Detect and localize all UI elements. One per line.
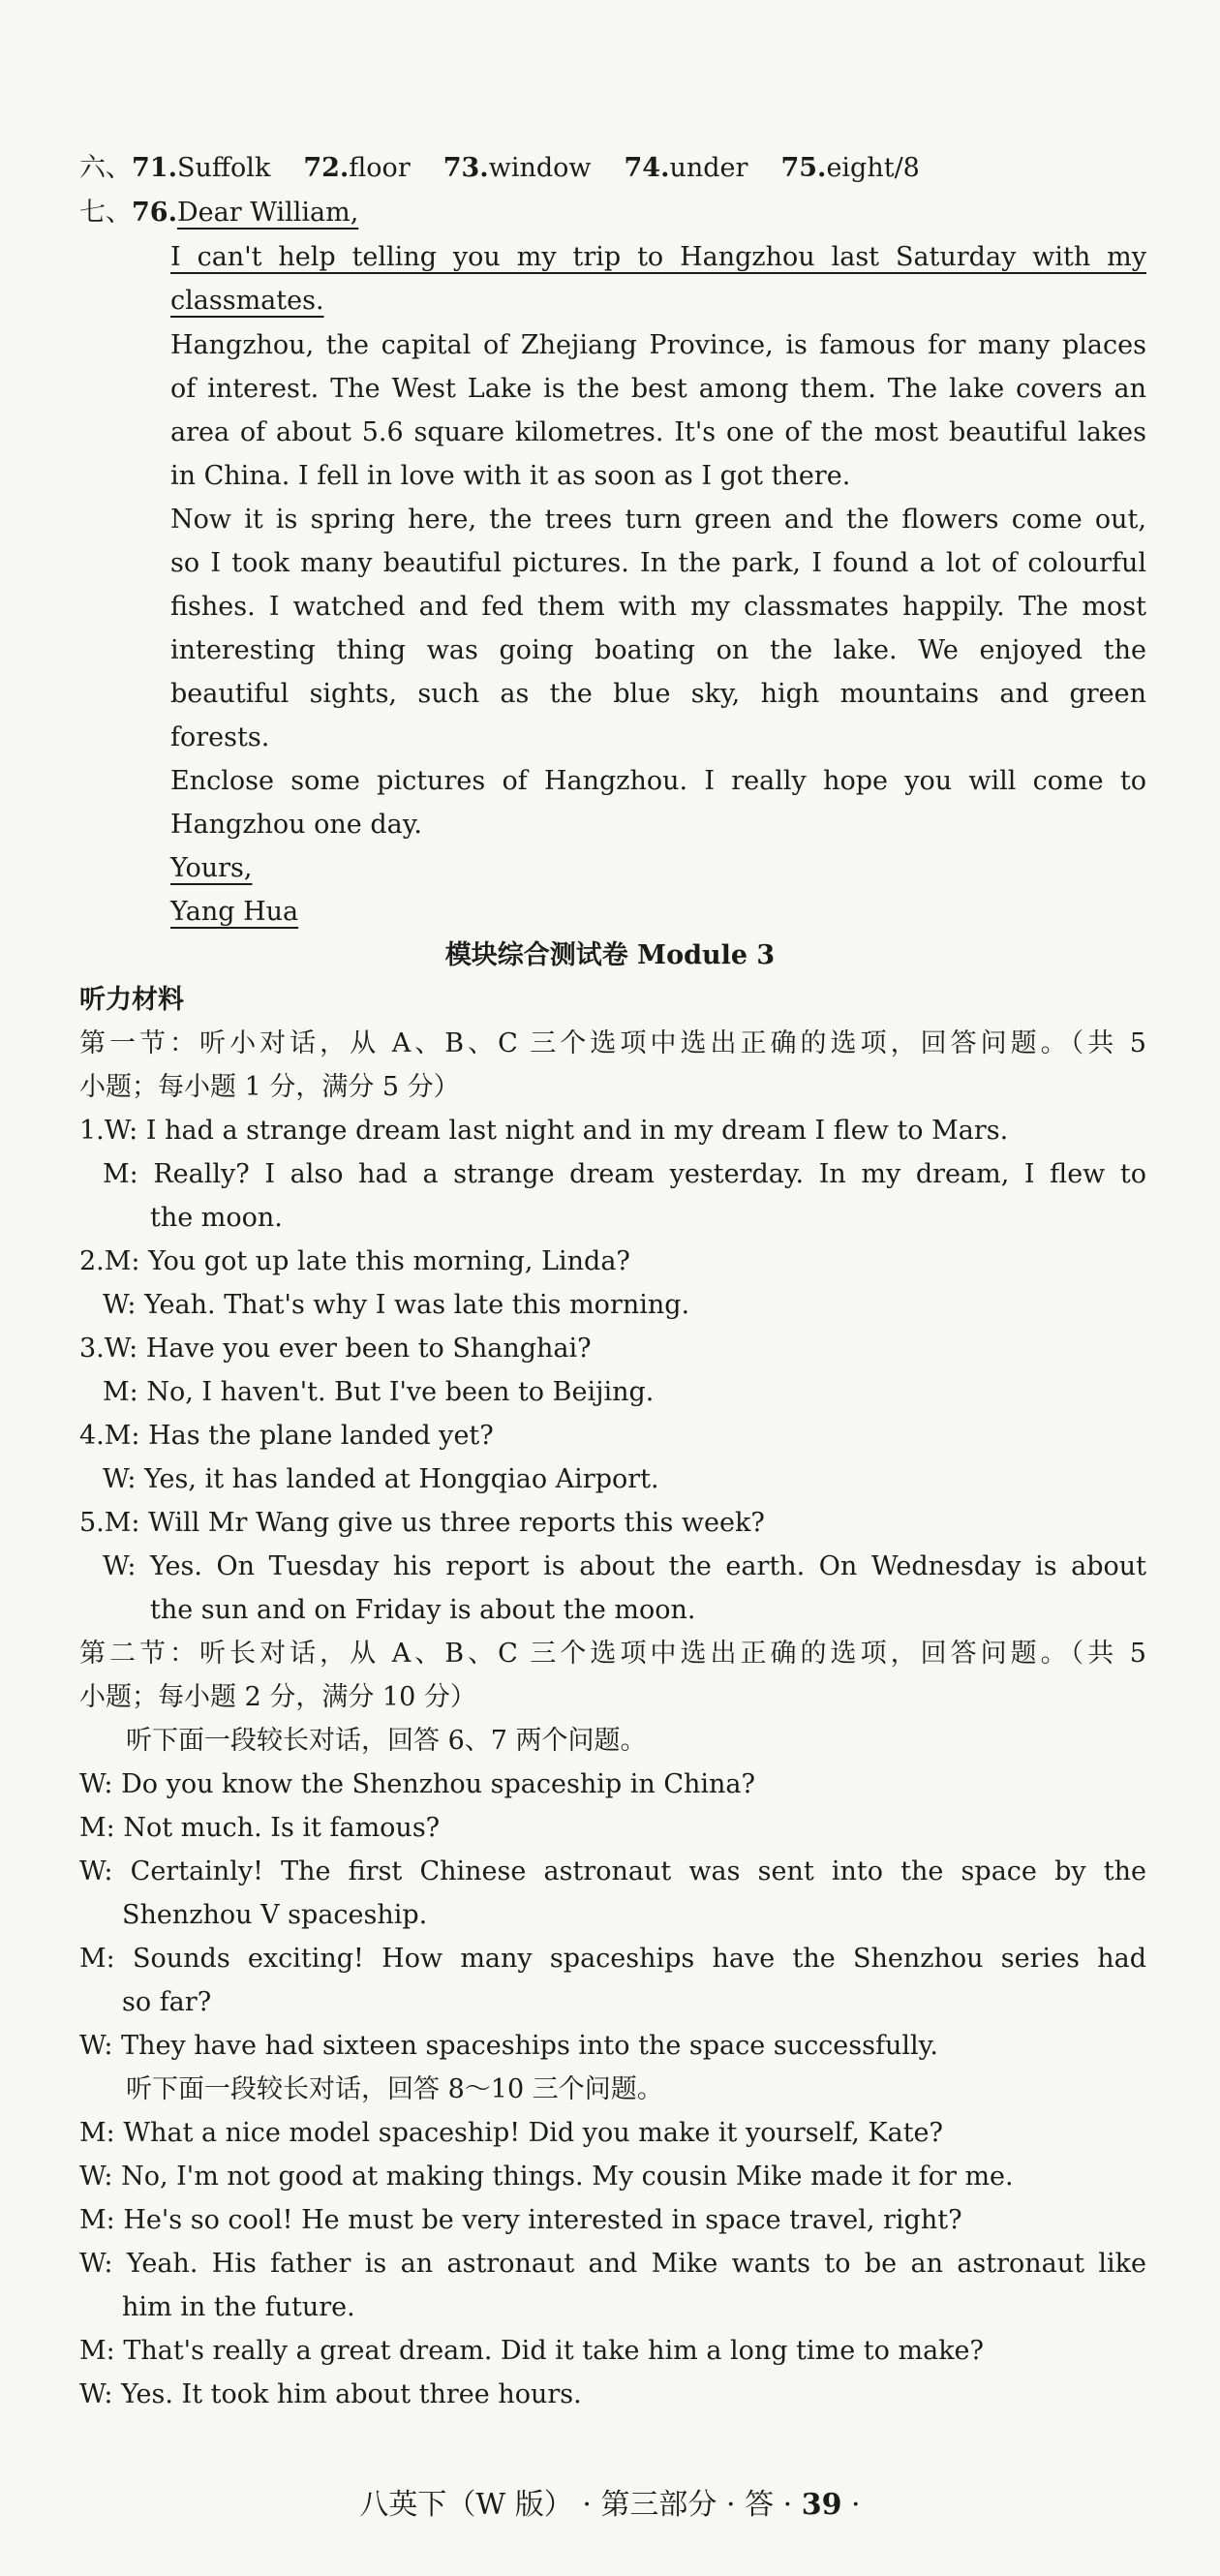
footer-part: 第三部分 (600, 2488, 717, 2522)
dialog-line: W: Yeah. That's why I was late this morning. (103, 1290, 690, 1320)
dialog-line: 3.W: Have you ever been to Shanghai? (79, 1334, 592, 1364)
dialog-line: W: Yes, it has landed at Hongqiao Airport. (103, 1464, 659, 1494)
footer-dot: · (725, 2488, 736, 2522)
letter-line: Hangzhou, the capital of Zhejiang Province, is famous for many places (170, 330, 1146, 360)
dialog-subheading: 听下面一段较长对话，回答 6、7 两个问题。 (126, 1726, 647, 1756)
module-title: 模块综合测试卷 Module 3 (444, 940, 776, 970)
dialog-line: M: Not much. Is it famous? (79, 1813, 441, 1843)
footer-answer: 答 (745, 2488, 775, 2522)
letter-line: so I took many beautiful pictures. In the park, I found a lot of colourful (170, 548, 1146, 578)
letter-line: classmates. (170, 286, 324, 316)
dialog-line: the moon. (150, 1203, 283, 1233)
answer-num: 72. (303, 153, 350, 183)
dialog-line: M: Really? I also had a strange dream yesterday. In my dream, I flew to (103, 1159, 1146, 1189)
part1-instruction: 第一节：听小对话，从 A、B、C 三个选项中选出正确的选项，回答问题。（共 5 (79, 1028, 1146, 1058)
dialog-line: W: Certainly! The first Chinese astronaut was sent into the space by the (79, 1856, 1146, 1886)
dialog-line: the sun and on Friday is about the moon. (150, 1595, 696, 1625)
letter-line: of interest. The West Lake is the best among them. The lake covers an (170, 374, 1146, 404)
letter-line: forests. (170, 722, 270, 752)
letter-closing: Yours, (170, 853, 253, 883)
letter-line: Now it is spring here, the trees turn green and the flowers come out, (170, 505, 1146, 535)
dialog-line: Shenzhou V spaceship. (122, 1900, 428, 1930)
letter-line: Enclose some pictures of Hangzhou. I really hope you will come to (170, 766, 1146, 796)
part1-instruction: 小题；每小题 1 分，满分 5 分） (79, 1072, 460, 1102)
letter-line: in China. I fell in love with it as soon as I got there. (170, 461, 851, 491)
answer-text: eight/8 (826, 153, 920, 183)
dialog-line: 4.M: Has the plane landed yet? (79, 1421, 494, 1451)
dialog-line: him in the future. (122, 2292, 355, 2322)
dialog-line: M: Sounds exciting! How many spaceships have the Shenzhou series had (79, 1944, 1146, 1974)
letter-line: Hangzhou one day. (170, 810, 422, 840)
answer-num: 71. (132, 153, 177, 183)
section6-answers (79, 155, 920, 181)
answer-num: 75. (780, 153, 827, 183)
letter-line: fishes. I watched and fed them with my classmates happily. The most (170, 592, 1146, 622)
dialog-line: so far? (122, 1987, 212, 2017)
letter-line: interesting thing was going boating on the lake. We enjoyed the (170, 635, 1146, 665)
letter-signature: Yang Hua (170, 897, 299, 927)
dialog-line: W: Yes. On Tuesday his report is about the earth. On Wednesday is about (103, 1551, 1146, 1581)
dialog-line: M: No, I haven't. But I've been to Beijing. (103, 1377, 655, 1407)
dialog-line: M: What a nice model spaceship! Did you make it yourself, Kate? (79, 2118, 944, 2148)
answer-num: 73. (442, 153, 489, 183)
section6-prefix: 六、 (79, 153, 132, 183)
answer-num: 76. (132, 198, 177, 228)
part2-instruction: 第二节：听长对话，从 A、B、C 三个选项中选出正确的选项，回答问题。（共 5 (79, 1639, 1146, 1669)
letter-line: beautiful sights, such as the blue sky, high mountains and green (170, 679, 1146, 709)
dialog-line: 2.M: You got up late this morning, Linda? (79, 1246, 630, 1276)
answer-text: Suffolk (176, 153, 271, 183)
footer-dot: · (782, 2488, 793, 2522)
dialog-line: W: No, I'm not good at making things. My cousin Mike made it for me. (79, 2162, 1014, 2192)
footer-dot: · (582, 2488, 592, 2522)
answer-text: under (669, 153, 748, 183)
listening-heading: 听力材料 (79, 985, 184, 1015)
letter-greeting: Dear William, (176, 198, 359, 228)
footer-book: 八英下（W 版） (359, 2488, 573, 2522)
page-footer (0, 2488, 1220, 2522)
dialog-line: W: Yes. It took him about three hours. (79, 2379, 582, 2409)
page-number: 39 (801, 2488, 842, 2522)
letter-line: area of about 5.6 square kilometres. It's one of the most beautiful lakes (170, 417, 1146, 447)
dialog-subheading: 听下面一段较长对话，回答 8～10 三个问题。 (126, 2074, 663, 2104)
answer-text: floor (349, 153, 411, 183)
dialog-line: M: That's really a great dream. Did it take him a long time to make? (79, 2336, 985, 2366)
dialog-line: W: Yeah. His father is an astronaut and Mike wants to be an astronaut like (79, 2249, 1146, 2279)
answer-text: window (488, 153, 592, 183)
part2-instruction: 小题；每小题 2 分，满分 10 分） (79, 1682, 476, 1712)
dialog-line: W: They have had sixteen spaceships into the space successfully. (79, 2031, 938, 2061)
letter-line: I can't help telling you my trip to Hangzhou last Saturday with my (170, 242, 1146, 272)
footer-dot: · (851, 2488, 861, 2522)
dialog-line: M: He's so cool! He must be very interested in space travel, right? (79, 2205, 962, 2235)
answer-num: 74. (624, 153, 670, 183)
dialog-line: 1.W: I had a strange dream last night and in my dream I flew to Mars. (79, 1116, 1009, 1146)
section7-heading (79, 199, 358, 226)
section7-prefix: 七、 (79, 198, 132, 228)
dialog-line: 5.M: Will Mr Wang give us three reports this week? (79, 1508, 765, 1538)
dialog-line: W: Do you know the Shenzhou spaceship in China? (79, 1769, 755, 1799)
